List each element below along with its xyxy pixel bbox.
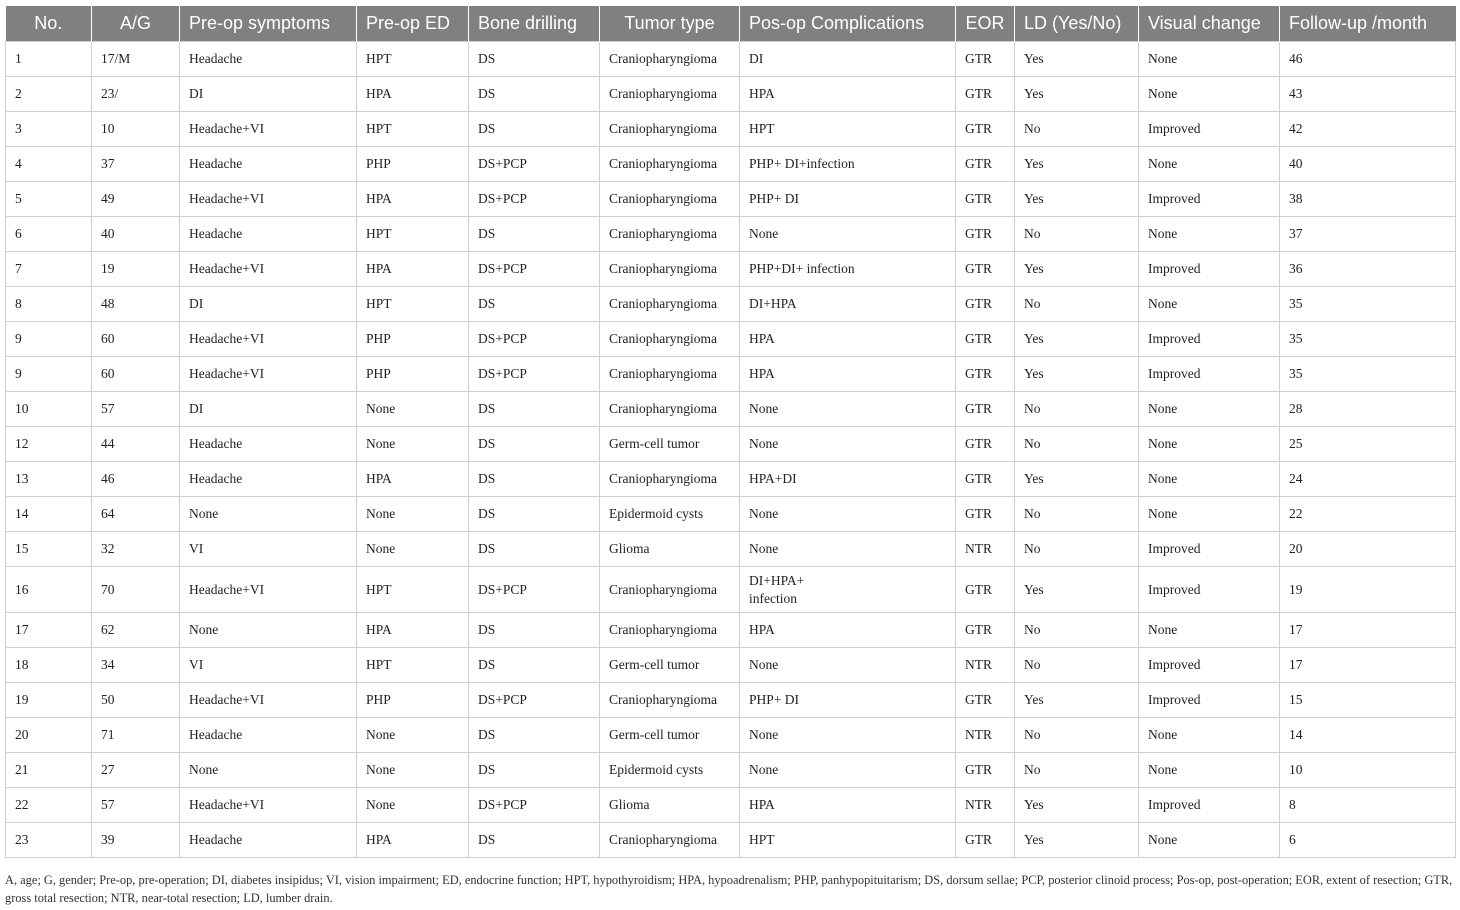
- cell-no: 21: [6, 753, 92, 788]
- column-header-ld: LD (Yes/No): [1015, 6, 1139, 42]
- table-row: [6, 252, 1456, 287]
- cell-bone-drilling: DS: [469, 462, 600, 497]
- cell-pos-op-complications: HPA: [740, 322, 956, 357]
- cell-no: 13: [6, 462, 92, 497]
- cell-pre-op-symptoms: VI: [180, 532, 357, 567]
- table-footnote: A, age; G, gender; Pre-op, pre-operation; DI, diabetes insipidus; VI, vision impairment; ED, endocrine function; HPT, hypothyroidism; HPA, hypoadrenalism; PHP, panhypopituitarism; DS, dorsum sellae; PCP, posterior clinoid process; Pos-op, post-operation; EOR, extent of resection; GTR, gross total resection; NTR, near-total resection; LD, lumber drain.: [5, 873, 1453, 905]
- cell-ld: No: [1015, 648, 1139, 683]
- cell-tumor-type: Germ-cell tumor: [600, 718, 740, 753]
- table-row: [6, 112, 1456, 147]
- cell-visual-change: Improved: [1139, 648, 1280, 683]
- cell-tumor-type: Craniopharyngioma: [600, 322, 740, 357]
- cell-pos-op-complications: None: [740, 532, 956, 567]
- cell-tumor-type: Epidermoid cysts: [600, 753, 740, 788]
- cell-tumor-type: Epidermoid cysts: [600, 497, 740, 532]
- cell-tumor-type: Craniopharyngioma: [600, 77, 740, 112]
- cell-visual-change: None: [1139, 287, 1280, 322]
- cell-follow-up: 10: [1280, 753, 1456, 788]
- cell-follow-up: 20: [1280, 532, 1456, 567]
- cell-pre-op-symptoms: DI: [180, 77, 357, 112]
- cell-bone-drilling: DS: [469, 613, 600, 648]
- cell-eor: NTR: [956, 532, 1015, 567]
- cell-follow-up: 25: [1280, 427, 1456, 462]
- cell-tumor-type: Germ-cell tumor: [600, 648, 740, 683]
- column-header-follow-up: Follow-up /month: [1280, 6, 1456, 42]
- cell-pre-op-ed: PHP: [357, 683, 469, 718]
- cell-pre-op-ed: HPA: [357, 77, 469, 112]
- cell-pos-op-complications: PHP+ DI: [740, 683, 956, 718]
- cell-bone-drilling: DS: [469, 823, 600, 858]
- table-row: [6, 613, 1456, 648]
- cell-follow-up: 42: [1280, 112, 1456, 147]
- cell-tumor-type: Craniopharyngioma: [600, 683, 740, 718]
- cell-age-gender: 64: [92, 497, 180, 532]
- cell-visual-change: None: [1139, 392, 1280, 427]
- column-header-bone-drilling: Bone drilling: [469, 6, 600, 42]
- cell-bone-drilling: DS+PCP: [469, 252, 600, 287]
- cell-no: 2: [6, 77, 92, 112]
- cell-pre-op-ed: PHP: [357, 357, 469, 392]
- cell-pos-op-complications: None: [740, 217, 956, 252]
- cell-visual-change: None: [1139, 42, 1280, 77]
- cell-bone-drilling: DS+PCP: [469, 322, 600, 357]
- cell-pre-op-ed: HPA: [357, 613, 469, 648]
- cell-ld: Yes: [1015, 42, 1139, 77]
- column-header-pos-op-complications: Pos-op Complications: [740, 6, 956, 42]
- cell-eor: GTR: [956, 823, 1015, 858]
- cell-follow-up: 35: [1280, 287, 1456, 322]
- cell-follow-up: 8: [1280, 788, 1456, 823]
- cell-follow-up: 36: [1280, 252, 1456, 287]
- cell-pre-op-symptoms: None: [180, 613, 357, 648]
- cell-eor: GTR: [956, 77, 1015, 112]
- cell-ld: Yes: [1015, 823, 1139, 858]
- cell-visual-change: None: [1139, 613, 1280, 648]
- cell-follow-up: 28: [1280, 392, 1456, 427]
- cell-follow-up: 17: [1280, 648, 1456, 683]
- cell-eor: GTR: [956, 112, 1015, 147]
- header-row: [6, 6, 1456, 42]
- cell-tumor-type: Craniopharyngioma: [600, 252, 740, 287]
- cell-age-gender: 27: [92, 753, 180, 788]
- cell-bone-drilling: DS+PCP: [469, 567, 600, 613]
- cell-tumor-type: Glioma: [600, 788, 740, 823]
- cell-visual-change: None: [1139, 753, 1280, 788]
- cell-eor: GTR: [956, 392, 1015, 427]
- table-row: [6, 147, 1456, 182]
- cell-no: 14: [6, 497, 92, 532]
- cell-pre-op-ed: HPT: [357, 217, 469, 252]
- cell-bone-drilling: DS: [469, 287, 600, 322]
- cell-no: 9: [6, 357, 92, 392]
- cell-pos-op-complications: DI: [740, 42, 956, 77]
- cell-age-gender: 19: [92, 252, 180, 287]
- clinical-data-table-container: [5, 6, 1455, 858]
- cell-age-gender: 57: [92, 392, 180, 427]
- cell-ld: No: [1015, 112, 1139, 147]
- cell-age-gender: 23/: [92, 77, 180, 112]
- cell-pre-op-ed: None: [357, 718, 469, 753]
- cell-eor: GTR: [956, 287, 1015, 322]
- column-header-age-gender: A/G: [92, 6, 180, 42]
- cell-tumor-type: Craniopharyngioma: [600, 42, 740, 77]
- cell-pre-op-symptoms: Headache+VI: [180, 112, 357, 147]
- cell-age-gender: 44: [92, 427, 180, 462]
- cell-follow-up: 19: [1280, 567, 1456, 613]
- cell-pre-op-symptoms: Headache+VI: [180, 788, 357, 823]
- table-row: [6, 567, 1456, 613]
- cell-visual-change: Improved: [1139, 357, 1280, 392]
- cell-follow-up: 15: [1280, 683, 1456, 718]
- cell-eor: GTR: [956, 497, 1015, 532]
- cell-eor: GTR: [956, 42, 1015, 77]
- cell-pre-op-ed: HPA: [357, 823, 469, 858]
- cell-pre-op-ed: None: [357, 532, 469, 567]
- table-row: [6, 648, 1456, 683]
- cell-no: 15: [6, 532, 92, 567]
- cell-pos-op-complications: HPT: [740, 112, 956, 147]
- cell-age-gender: 17/M: [92, 42, 180, 77]
- cell-age-gender: 50: [92, 683, 180, 718]
- cell-ld: Yes: [1015, 567, 1139, 613]
- cell-pos-op-complications: HPA: [740, 788, 956, 823]
- cell-no: 5: [6, 182, 92, 217]
- cell-tumor-type: Craniopharyngioma: [600, 147, 740, 182]
- cell-pre-op-ed: PHP: [357, 322, 469, 357]
- cell-no: 9: [6, 322, 92, 357]
- cell-ld: No: [1015, 287, 1139, 322]
- table-row: [6, 392, 1456, 427]
- cell-age-gender: 57: [92, 788, 180, 823]
- cell-pos-op-complications: HPA: [740, 357, 956, 392]
- cell-visual-change: None: [1139, 217, 1280, 252]
- cell-pre-op-symptoms: Headache: [180, 718, 357, 753]
- cell-pos-op-complications: HPA+DI: [740, 462, 956, 497]
- cell-pre-op-symptoms: Headache: [180, 42, 357, 77]
- cell-visual-change: Improved: [1139, 322, 1280, 357]
- cell-eor: NTR: [956, 788, 1015, 823]
- cell-pre-op-ed: HPA: [357, 462, 469, 497]
- cell-tumor-type: Germ-cell tumor: [600, 427, 740, 462]
- cell-ld: Yes: [1015, 77, 1139, 112]
- cell-pre-op-ed: HPT: [357, 648, 469, 683]
- cell-follow-up: 43: [1280, 77, 1456, 112]
- cell-eor: GTR: [956, 753, 1015, 788]
- cell-ld: Yes: [1015, 462, 1139, 497]
- table-row: [6, 497, 1456, 532]
- cell-no: 3: [6, 112, 92, 147]
- cell-pre-op-symptoms: None: [180, 753, 357, 788]
- cell-eor: GTR: [956, 322, 1015, 357]
- cell-pre-op-symptoms: VI: [180, 648, 357, 683]
- cell-pre-op-symptoms: Headache+VI: [180, 182, 357, 217]
- cell-bone-drilling: DS: [469, 392, 600, 427]
- cell-pos-op-complications: PHP+DI+ infection: [740, 252, 956, 287]
- table-row: [6, 357, 1456, 392]
- table-row: [6, 718, 1456, 753]
- cell-pre-op-symptoms: Headache+VI: [180, 252, 357, 287]
- table-header: [6, 6, 1456, 42]
- cell-tumor-type: Craniopharyngioma: [600, 823, 740, 858]
- cell-age-gender: 70: [92, 567, 180, 613]
- cell-tumor-type: Craniopharyngioma: [600, 462, 740, 497]
- cell-pre-op-symptoms: Headache: [180, 147, 357, 182]
- cell-bone-drilling: DS: [469, 753, 600, 788]
- cell-tumor-type: Craniopharyngioma: [600, 613, 740, 648]
- cell-age-gender: 60: [92, 357, 180, 392]
- cell-pre-op-symptoms: Headache: [180, 823, 357, 858]
- cell-age-gender: 37: [92, 147, 180, 182]
- cell-age-gender: 10: [92, 112, 180, 147]
- cell-age-gender: 62: [92, 613, 180, 648]
- cell-pre-op-ed: HPA: [357, 182, 469, 217]
- cell-pos-op-complications: DI+HPA: [740, 287, 956, 322]
- cell-visual-change: Improved: [1139, 532, 1280, 567]
- cell-eor: GTR: [956, 462, 1015, 497]
- cell-follow-up: 46: [1280, 42, 1456, 77]
- column-header-visual-change: Visual change: [1139, 6, 1280, 42]
- cell-pos-op-complications: HPA: [740, 77, 956, 112]
- cell-eor: GTR: [956, 252, 1015, 287]
- cell-age-gender: 32: [92, 532, 180, 567]
- cell-eor: GTR: [956, 357, 1015, 392]
- cell-age-gender: 39: [92, 823, 180, 858]
- cell-eor: GTR: [956, 567, 1015, 613]
- cell-pre-op-ed: HPT: [357, 42, 469, 77]
- cell-eor: NTR: [956, 718, 1015, 753]
- cell-no: 20: [6, 718, 92, 753]
- cell-no: 1: [6, 42, 92, 77]
- cell-bone-drilling: DS: [469, 648, 600, 683]
- cell-eor: GTR: [956, 613, 1015, 648]
- cell-ld: No: [1015, 217, 1139, 252]
- cell-eor: GTR: [956, 217, 1015, 252]
- cell-ld: Yes: [1015, 147, 1139, 182]
- cell-follow-up: 40: [1280, 147, 1456, 182]
- cell-no: 19: [6, 683, 92, 718]
- clinical-data-table: [5, 6, 1456, 858]
- cell-pos-op-complications: DI+HPA+ infection: [740, 567, 956, 613]
- cell-ld: Yes: [1015, 683, 1139, 718]
- cell-ld: No: [1015, 753, 1139, 788]
- column-header-no: No.: [6, 6, 92, 42]
- cell-bone-drilling: DS+PCP: [469, 683, 600, 718]
- cell-pre-op-symptoms: DI: [180, 392, 357, 427]
- cell-pos-op-complications: PHP+ DI+infection: [740, 147, 956, 182]
- cell-visual-change: None: [1139, 718, 1280, 753]
- cell-pre-op-ed: None: [357, 427, 469, 462]
- table-row: [6, 182, 1456, 217]
- cell-follow-up: 24: [1280, 462, 1456, 497]
- cell-follow-up: 37: [1280, 217, 1456, 252]
- cell-pre-op-symptoms: Headache: [180, 427, 357, 462]
- cell-pre-op-ed: PHP: [357, 147, 469, 182]
- cell-bone-drilling: DS+PCP: [469, 357, 600, 392]
- cell-pre-op-symptoms: Headache: [180, 217, 357, 252]
- cell-tumor-type: Craniopharyngioma: [600, 112, 740, 147]
- cell-bone-drilling: DS: [469, 718, 600, 753]
- cell-pre-op-symptoms: Headache+VI: [180, 322, 357, 357]
- cell-bone-drilling: DS+PCP: [469, 788, 600, 823]
- cell-eor: GTR: [956, 182, 1015, 217]
- cell-pre-op-ed: None: [357, 392, 469, 427]
- cell-eor: NTR: [956, 648, 1015, 683]
- cell-pre-op-ed: None: [357, 497, 469, 532]
- cell-ld: No: [1015, 718, 1139, 753]
- cell-pos-op-complications: None: [740, 427, 956, 462]
- cell-pos-op-complications: None: [740, 392, 956, 427]
- cell-pre-op-ed: HPT: [357, 112, 469, 147]
- cell-ld: No: [1015, 613, 1139, 648]
- cell-pre-op-ed: HPT: [357, 287, 469, 322]
- cell-eor: GTR: [956, 427, 1015, 462]
- cell-no: 23: [6, 823, 92, 858]
- cell-no: 16: [6, 567, 92, 613]
- cell-follow-up: 38: [1280, 182, 1456, 217]
- table-row: [6, 322, 1456, 357]
- cell-ld: No: [1015, 532, 1139, 567]
- cell-eor: GTR: [956, 147, 1015, 182]
- cell-bone-drilling: DS: [469, 427, 600, 462]
- cell-pre-op-symptoms: Headache+VI: [180, 357, 357, 392]
- table-row: [6, 683, 1456, 718]
- cell-pre-op-symptoms: None: [180, 497, 357, 532]
- table-row: [6, 823, 1456, 858]
- cell-pos-op-complications: HPT: [740, 823, 956, 858]
- cell-visual-change: None: [1139, 497, 1280, 532]
- cell-ld: Yes: [1015, 252, 1139, 287]
- cell-age-gender: 46: [92, 462, 180, 497]
- cell-bone-drilling: DS: [469, 497, 600, 532]
- cell-pre-op-symptoms: Headache: [180, 462, 357, 497]
- cell-age-gender: 40: [92, 217, 180, 252]
- cell-visual-change: None: [1139, 147, 1280, 182]
- cell-age-gender: 48: [92, 287, 180, 322]
- table-row: [6, 753, 1456, 788]
- cell-tumor-type: Craniopharyngioma: [600, 567, 740, 613]
- cell-tumor-type: Craniopharyngioma: [600, 287, 740, 322]
- cell-follow-up: 22: [1280, 497, 1456, 532]
- cell-bone-drilling: DS+PCP: [469, 182, 600, 217]
- cell-eor: GTR: [956, 683, 1015, 718]
- table-row: [6, 532, 1456, 567]
- table-body: [6, 42, 1456, 858]
- cell-bone-drilling: DS: [469, 532, 600, 567]
- cell-ld: Yes: [1015, 322, 1139, 357]
- column-header-tumor-type: Tumor type: [600, 6, 740, 42]
- cell-no: 6: [6, 217, 92, 252]
- cell-visual-change: Improved: [1139, 182, 1280, 217]
- table-row: [6, 788, 1456, 823]
- cell-tumor-type: Craniopharyngioma: [600, 182, 740, 217]
- cell-pos-op-complications: None: [740, 648, 956, 683]
- table-row: [6, 462, 1456, 497]
- cell-no: 7: [6, 252, 92, 287]
- cell-visual-change: Improved: [1139, 112, 1280, 147]
- cell-bone-drilling: DS+PCP: [469, 147, 600, 182]
- cell-ld: No: [1015, 392, 1139, 427]
- cell-no: 18: [6, 648, 92, 683]
- cell-pre-op-symptoms: DI: [180, 287, 357, 322]
- cell-bone-drilling: DS: [469, 217, 600, 252]
- cell-tumor-type: Glioma: [600, 532, 740, 567]
- column-header-pre-op-ed: Pre-op ED: [357, 6, 469, 42]
- table-row: [6, 77, 1456, 112]
- table-row: [6, 287, 1456, 322]
- cell-visual-change: Improved: [1139, 252, 1280, 287]
- cell-bone-drilling: DS: [469, 77, 600, 112]
- cell-pos-op-complications: None: [740, 753, 956, 788]
- cell-ld: Yes: [1015, 788, 1139, 823]
- cell-follow-up: 17: [1280, 613, 1456, 648]
- cell-pre-op-symptoms: Headache+VI: [180, 567, 357, 613]
- cell-pos-op-complications: PHP+ DI: [740, 182, 956, 217]
- cell-ld: No: [1015, 427, 1139, 462]
- cell-tumor-type: Craniopharyngioma: [600, 357, 740, 392]
- cell-follow-up: 35: [1280, 322, 1456, 357]
- cell-visual-change: None: [1139, 77, 1280, 112]
- cell-ld: Yes: [1015, 182, 1139, 217]
- cell-ld: No: [1015, 497, 1139, 532]
- cell-no: 8: [6, 287, 92, 322]
- cell-follow-up: 14: [1280, 718, 1456, 753]
- cell-pre-op-ed: None: [357, 788, 469, 823]
- cell-visual-change: Improved: [1139, 788, 1280, 823]
- cell-bone-drilling: DS: [469, 112, 600, 147]
- cell-visual-change: None: [1139, 462, 1280, 497]
- cell-visual-change: Improved: [1139, 567, 1280, 613]
- column-header-pre-op-symptoms: Pre-op symptoms: [180, 6, 357, 42]
- cell-visual-change: None: [1139, 427, 1280, 462]
- cell-pre-op-symptoms: Headache+VI: [180, 683, 357, 718]
- cell-age-gender: 60: [92, 322, 180, 357]
- cell-follow-up: 35: [1280, 357, 1456, 392]
- cell-bone-drilling: DS: [469, 42, 600, 77]
- cell-age-gender: 34: [92, 648, 180, 683]
- cell-follow-up: 6: [1280, 823, 1456, 858]
- cell-age-gender: 49: [92, 182, 180, 217]
- cell-pre-op-ed: HPT: [357, 567, 469, 613]
- table-row: [6, 427, 1456, 462]
- cell-ld: Yes: [1015, 357, 1139, 392]
- cell-pos-op-complications: HPA: [740, 613, 956, 648]
- table-row: [6, 42, 1456, 77]
- cell-pre-op-ed: None: [357, 753, 469, 788]
- cell-tumor-type: Craniopharyngioma: [600, 217, 740, 252]
- cell-pre-op-ed: HPA: [357, 252, 469, 287]
- column-header-eor: EOR: [956, 6, 1015, 42]
- cell-age-gender: 71: [92, 718, 180, 753]
- cell-no: 12: [6, 427, 92, 462]
- cell-no: 4: [6, 147, 92, 182]
- cell-pos-op-complications: None: [740, 497, 956, 532]
- cell-no: 10: [6, 392, 92, 427]
- cell-no: 17: [6, 613, 92, 648]
- cell-no: 22: [6, 788, 92, 823]
- table-row: [6, 217, 1456, 252]
- cell-visual-change: None: [1139, 823, 1280, 858]
- cell-pos-op-complications: None: [740, 718, 956, 753]
- cell-visual-change: Improved: [1139, 683, 1280, 718]
- cell-tumor-type: Craniopharyngioma: [600, 392, 740, 427]
